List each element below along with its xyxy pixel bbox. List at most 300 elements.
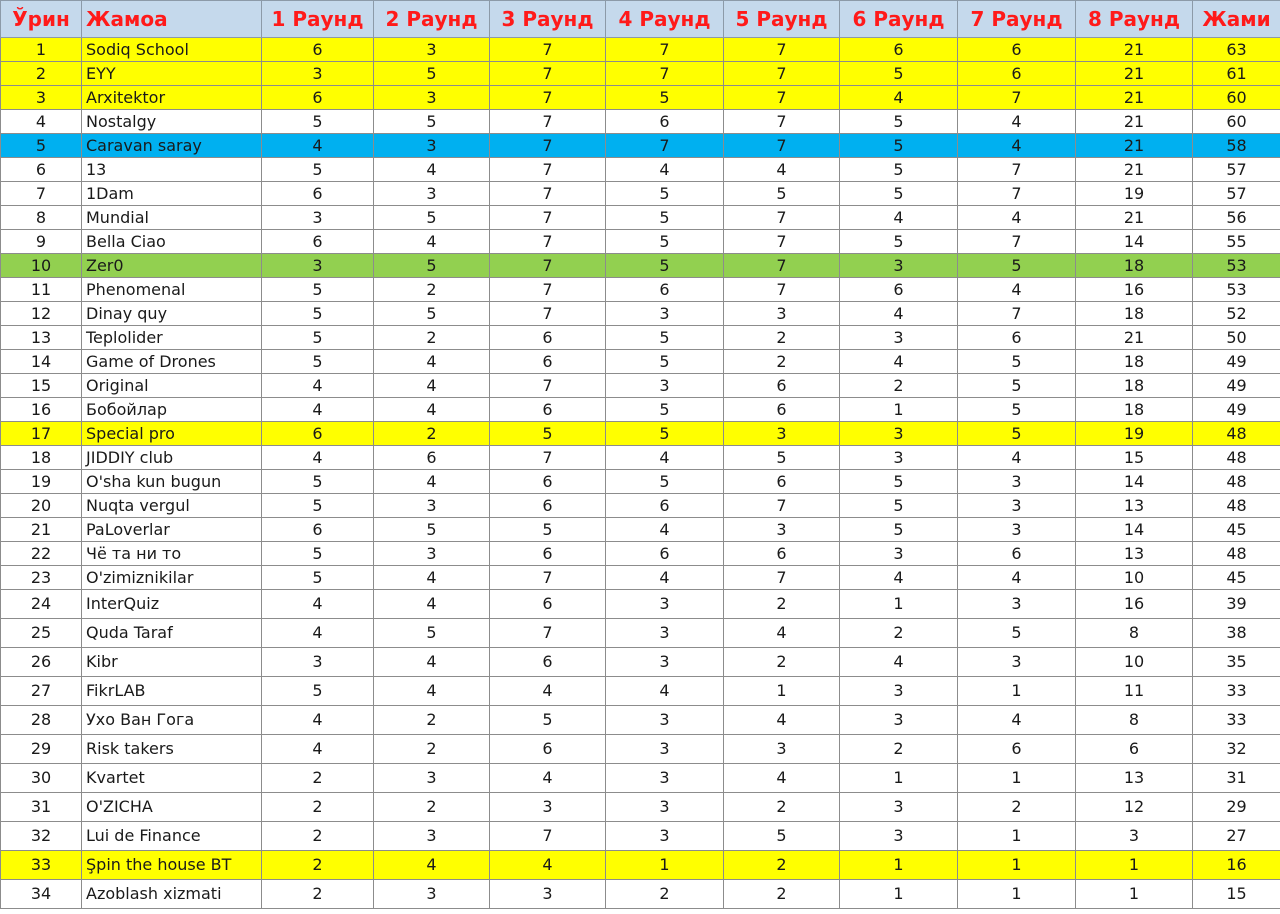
round-2-cell: 5 (374, 62, 490, 86)
table-row (1, 62, 1280, 86)
round-3-cell: 7 (490, 182, 606, 206)
round-1-cell: 2 (262, 793, 374, 822)
team-cell: Caravan saray (82, 134, 262, 158)
round-8-cell: 10 (1076, 648, 1193, 677)
place-cell: 22 (1, 542, 82, 566)
round-2-cell: 5 (374, 302, 490, 326)
place-cell: 4 (1, 110, 82, 134)
round-7-cell: 7 (958, 158, 1076, 182)
round-7-cell: 3 (958, 648, 1076, 677)
table-row (1, 542, 1280, 566)
round-2-cell: 4 (374, 590, 490, 619)
round-5-cell: 2 (724, 851, 840, 880)
round-5-cell: 1 (724, 677, 840, 706)
place-cell: 14 (1, 350, 82, 374)
round-8-cell: 11 (1076, 677, 1193, 706)
round-6-cell: 5 (840, 158, 958, 182)
total-cell: 55 (1193, 230, 1280, 254)
round-7-cell: 6 (958, 62, 1076, 86)
total-cell: 45 (1193, 518, 1280, 542)
round-2-cell: 2 (374, 326, 490, 350)
round-6-cell: 1 (840, 398, 958, 422)
round-5-cell: 5 (724, 446, 840, 470)
place-cell: 1 (1, 38, 82, 62)
total-cell: 60 (1193, 110, 1280, 134)
round-5-cell: 7 (724, 230, 840, 254)
round-7-cell: 7 (958, 230, 1076, 254)
round-2-cell: 3 (374, 822, 490, 851)
round-3-cell: 6 (490, 735, 606, 764)
round-7-cell: 5 (958, 350, 1076, 374)
round-8-cell: 8 (1076, 619, 1193, 648)
round-7-cell: 5 (958, 374, 1076, 398)
round-4-cell: 6 (606, 494, 724, 518)
round-3-cell: 3 (490, 793, 606, 822)
place-cell: 31 (1, 793, 82, 822)
table-row (1, 494, 1280, 518)
round-4-cell: 5 (606, 470, 724, 494)
total-cell: 15 (1193, 880, 1280, 909)
round-4-cell: 4 (606, 446, 724, 470)
place-cell: 33 (1, 851, 82, 880)
table-row (1, 254, 1280, 278)
round-3-cell: 7 (490, 254, 606, 278)
round-8-cell: 14 (1076, 230, 1193, 254)
round-1-cell: 2 (262, 880, 374, 909)
round-3-cell: 6 (490, 470, 606, 494)
place-cell: 27 (1, 677, 82, 706)
round-2-cell: 2 (374, 422, 490, 446)
round-7-cell: 4 (958, 206, 1076, 230)
round-6-cell: 4 (840, 302, 958, 326)
round-5-cell: 3 (724, 302, 840, 326)
round-2-cell: 5 (374, 619, 490, 648)
round-3-cell: 7 (490, 278, 606, 302)
table-row (1, 278, 1280, 302)
total-cell: 53 (1193, 254, 1280, 278)
round-5-cell: 2 (724, 648, 840, 677)
round-7-cell: 1 (958, 764, 1076, 793)
round-6-cell: 1 (840, 851, 958, 880)
place-cell: 28 (1, 706, 82, 735)
place-cell: 18 (1, 446, 82, 470)
round-3-cell: 7 (490, 822, 606, 851)
round-8-cell: 18 (1076, 302, 1193, 326)
round-8-cell: 21 (1076, 86, 1193, 110)
table-row (1, 134, 1280, 158)
place-cell: 11 (1, 278, 82, 302)
round-5-cell: 6 (724, 398, 840, 422)
round-3-cell: 7 (490, 38, 606, 62)
round-7-cell: 5 (958, 254, 1076, 278)
round-1-cell: 2 (262, 822, 374, 851)
team-cell: Şpin the house BT (82, 851, 262, 880)
table-row (1, 206, 1280, 230)
team-cell: Azoblash xizmati (82, 880, 262, 909)
round-2-cell: 2 (374, 706, 490, 735)
team-cell: Arxitektor (82, 86, 262, 110)
round-6-cell: 2 (840, 735, 958, 764)
round-7-cell: 7 (958, 182, 1076, 206)
table-row (1, 590, 1280, 619)
round-8-cell: 13 (1076, 764, 1193, 793)
round-3-cell: 6 (490, 494, 606, 518)
round-3-cell: 3 (490, 880, 606, 909)
round-8-cell: 1 (1076, 851, 1193, 880)
round-5-cell: 2 (724, 350, 840, 374)
team-cell: Phenomenal (82, 278, 262, 302)
round-5-cell: 5 (724, 182, 840, 206)
total-cell: 57 (1193, 182, 1280, 206)
team-cell: Nuqta vergul (82, 494, 262, 518)
round-1-cell: 5 (262, 302, 374, 326)
round-7-cell: 6 (958, 542, 1076, 566)
round-3-cell: 7 (490, 619, 606, 648)
round-7-cell: 4 (958, 566, 1076, 590)
round-4-cell: 5 (606, 86, 724, 110)
table-row (1, 880, 1280, 909)
table-row (1, 230, 1280, 254)
round-1-cell: 3 (262, 206, 374, 230)
round-6-cell: 3 (840, 254, 958, 278)
round-4-cell: 5 (606, 254, 724, 278)
round-7-cell: 1 (958, 822, 1076, 851)
round-2-cell: 5 (374, 110, 490, 134)
round-8-cell: 1 (1076, 880, 1193, 909)
place-cell: 26 (1, 648, 82, 677)
round-4-cell: 4 (606, 566, 724, 590)
round-4-cell: 5 (606, 182, 724, 206)
table-row (1, 350, 1280, 374)
round-2-cell: 5 (374, 206, 490, 230)
round-4-cell: 7 (606, 62, 724, 86)
round-6-cell: 3 (840, 446, 958, 470)
team-cell: O'zimiznikilar (82, 566, 262, 590)
round-8-cell: 12 (1076, 793, 1193, 822)
table-row (1, 822, 1280, 851)
round-2-cell: 3 (374, 86, 490, 110)
round-3-cell: 5 (490, 422, 606, 446)
team-cell: 13 (82, 158, 262, 182)
round-8-cell: 19 (1076, 182, 1193, 206)
total-cell: 45 (1193, 566, 1280, 590)
round-2-cell: 4 (374, 851, 490, 880)
round-5-cell: 4 (724, 764, 840, 793)
round-2-cell: 4 (374, 374, 490, 398)
round-7-cell: 5 (958, 398, 1076, 422)
table-row (1, 518, 1280, 542)
round-5-cell: 5 (724, 822, 840, 851)
round-5-cell: 7 (724, 278, 840, 302)
round-7-cell: 5 (958, 422, 1076, 446)
total-cell: 60 (1193, 86, 1280, 110)
round-5-cell: 6 (724, 470, 840, 494)
header-round-5: 5 Раунд (724, 1, 840, 38)
team-cell: Original (82, 374, 262, 398)
round-1-cell: 6 (262, 422, 374, 446)
round-7-cell: 6 (958, 38, 1076, 62)
header-team: Жамоа (82, 1, 262, 38)
round-5-cell: 7 (724, 38, 840, 62)
round-7-cell: 3 (958, 590, 1076, 619)
round-8-cell: 18 (1076, 350, 1193, 374)
place-cell: 32 (1, 822, 82, 851)
header-place: Ўрин (1, 1, 82, 38)
team-cell: Kvartet (82, 764, 262, 793)
round-4-cell: 3 (606, 619, 724, 648)
round-2-cell: 3 (374, 182, 490, 206)
place-cell: 12 (1, 302, 82, 326)
round-1-cell: 4 (262, 446, 374, 470)
round-4-cell: 5 (606, 350, 724, 374)
table-row (1, 764, 1280, 793)
team-cell: EYY (82, 62, 262, 86)
round-1-cell: 4 (262, 735, 374, 764)
round-1-cell: 5 (262, 110, 374, 134)
table-row (1, 851, 1280, 880)
table-row (1, 398, 1280, 422)
round-8-cell: 19 (1076, 422, 1193, 446)
round-8-cell: 18 (1076, 254, 1193, 278)
round-8-cell: 3 (1076, 822, 1193, 851)
round-4-cell: 1 (606, 851, 724, 880)
place-cell: 21 (1, 518, 82, 542)
round-3-cell: 7 (490, 302, 606, 326)
round-3-cell: 6 (490, 542, 606, 566)
round-1-cell: 6 (262, 86, 374, 110)
round-3-cell: 7 (490, 446, 606, 470)
round-1-cell: 5 (262, 158, 374, 182)
team-cell: Ухо Ван Гога (82, 706, 262, 735)
round-6-cell: 5 (840, 518, 958, 542)
round-6-cell: 2 (840, 619, 958, 648)
round-5-cell: 3 (724, 735, 840, 764)
table-row (1, 735, 1280, 764)
round-7-cell: 3 (958, 518, 1076, 542)
round-6-cell: 5 (840, 62, 958, 86)
round-8-cell: 14 (1076, 518, 1193, 542)
round-5-cell: 7 (724, 566, 840, 590)
round-7-cell: 5 (958, 619, 1076, 648)
round-6-cell: 5 (840, 134, 958, 158)
round-6-cell: 3 (840, 326, 958, 350)
round-8-cell: 21 (1076, 326, 1193, 350)
team-cell: Quda Taraf (82, 619, 262, 648)
round-5-cell: 7 (724, 494, 840, 518)
total-cell: 48 (1193, 542, 1280, 566)
round-8-cell: 8 (1076, 706, 1193, 735)
round-3-cell: 6 (490, 350, 606, 374)
team-cell: O'sha kun bugun (82, 470, 262, 494)
round-7-cell: 6 (958, 735, 1076, 764)
total-cell: 33 (1193, 677, 1280, 706)
team-cell: JIDDIY club (82, 446, 262, 470)
round-1-cell: 4 (262, 398, 374, 422)
round-2-cell: 4 (374, 566, 490, 590)
place-cell: 29 (1, 735, 82, 764)
round-5-cell: 7 (724, 134, 840, 158)
round-6-cell: 5 (840, 494, 958, 518)
team-cell: Risk takers (82, 735, 262, 764)
round-6-cell: 3 (840, 542, 958, 566)
round-4-cell: 6 (606, 542, 724, 566)
place-cell: 20 (1, 494, 82, 518)
header-round-2: 2 Раунд (374, 1, 490, 38)
round-2-cell: 3 (374, 494, 490, 518)
header-round-8: 8 Раунд (1076, 1, 1193, 38)
table-body (1, 38, 1280, 909)
round-5-cell: 7 (724, 254, 840, 278)
total-cell: 49 (1193, 374, 1280, 398)
round-3-cell: 7 (490, 374, 606, 398)
round-2-cell: 3 (374, 542, 490, 566)
round-1-cell: 5 (262, 677, 374, 706)
round-1-cell: 3 (262, 62, 374, 86)
round-1-cell: 5 (262, 542, 374, 566)
table-row (1, 566, 1280, 590)
round-2-cell: 3 (374, 880, 490, 909)
team-cell: 1Dam (82, 182, 262, 206)
team-cell: Zer0 (82, 254, 262, 278)
round-5-cell: 2 (724, 880, 840, 909)
round-5-cell: 7 (724, 62, 840, 86)
round-1-cell: 4 (262, 590, 374, 619)
round-8-cell: 21 (1076, 158, 1193, 182)
table-row (1, 182, 1280, 206)
round-2-cell: 5 (374, 254, 490, 278)
round-4-cell: 4 (606, 158, 724, 182)
round-6-cell: 4 (840, 206, 958, 230)
header-round-3: 3 Раунд (490, 1, 606, 38)
round-4-cell: 3 (606, 706, 724, 735)
table-row (1, 677, 1280, 706)
place-cell: 17 (1, 422, 82, 446)
round-2-cell: 4 (374, 350, 490, 374)
table-row (1, 422, 1280, 446)
round-8-cell: 16 (1076, 590, 1193, 619)
round-2-cell: 3 (374, 764, 490, 793)
place-cell: 24 (1, 590, 82, 619)
round-5-cell: 6 (724, 374, 840, 398)
round-3-cell: 4 (490, 764, 606, 793)
round-4-cell: 7 (606, 38, 724, 62)
round-2-cell: 4 (374, 470, 490, 494)
place-cell: 10 (1, 254, 82, 278)
team-cell: Mundial (82, 206, 262, 230)
round-5-cell: 7 (724, 206, 840, 230)
round-1-cell: 5 (262, 566, 374, 590)
total-cell: 56 (1193, 206, 1280, 230)
round-5-cell: 7 (724, 86, 840, 110)
round-6-cell: 3 (840, 793, 958, 822)
round-1-cell: 5 (262, 350, 374, 374)
round-5-cell: 3 (724, 422, 840, 446)
round-6-cell: 3 (840, 706, 958, 735)
round-4-cell: 3 (606, 648, 724, 677)
round-7-cell: 1 (958, 880, 1076, 909)
table-row (1, 38, 1280, 62)
round-3-cell: 7 (490, 158, 606, 182)
round-1-cell: 4 (262, 706, 374, 735)
place-cell: 6 (1, 158, 82, 182)
round-4-cell: 5 (606, 422, 724, 446)
round-5-cell: 2 (724, 793, 840, 822)
team-cell: FikrLAB (82, 677, 262, 706)
round-8-cell: 15 (1076, 446, 1193, 470)
round-4-cell: 4 (606, 677, 724, 706)
round-6-cell: 6 (840, 38, 958, 62)
round-6-cell: 1 (840, 880, 958, 909)
team-cell: Special pro (82, 422, 262, 446)
place-cell: 3 (1, 86, 82, 110)
round-8-cell: 21 (1076, 206, 1193, 230)
total-cell: 48 (1193, 494, 1280, 518)
round-1-cell: 3 (262, 254, 374, 278)
round-8-cell: 18 (1076, 398, 1193, 422)
round-1-cell: 2 (262, 851, 374, 880)
round-2-cell: 3 (374, 38, 490, 62)
round-7-cell: 4 (958, 278, 1076, 302)
team-cell: Бобойлар (82, 398, 262, 422)
round-4-cell: 2 (606, 880, 724, 909)
round-2-cell: 4 (374, 648, 490, 677)
place-cell: 16 (1, 398, 82, 422)
round-6-cell: 6 (840, 278, 958, 302)
round-4-cell: 5 (606, 206, 724, 230)
round-3-cell: 7 (490, 62, 606, 86)
round-1-cell: 4 (262, 619, 374, 648)
round-7-cell: 4 (958, 446, 1076, 470)
round-1-cell: 5 (262, 326, 374, 350)
table-row (1, 326, 1280, 350)
round-2-cell: 3 (374, 134, 490, 158)
round-5-cell: 7 (724, 110, 840, 134)
total-cell: 16 (1193, 851, 1280, 880)
round-3-cell: 6 (490, 398, 606, 422)
total-cell: 48 (1193, 446, 1280, 470)
round-6-cell: 5 (840, 470, 958, 494)
place-cell: 8 (1, 206, 82, 230)
team-cell: Bella Ciao (82, 230, 262, 254)
round-7-cell: 7 (958, 302, 1076, 326)
table-row (1, 470, 1280, 494)
team-cell: InterQuiz (82, 590, 262, 619)
round-7-cell: 1 (958, 851, 1076, 880)
round-6-cell: 5 (840, 182, 958, 206)
table-row (1, 374, 1280, 398)
round-4-cell: 6 (606, 110, 724, 134)
total-cell: 48 (1193, 470, 1280, 494)
round-1-cell: 6 (262, 182, 374, 206)
round-1-cell: 5 (262, 494, 374, 518)
round-1-cell: 6 (262, 518, 374, 542)
round-7-cell: 1 (958, 677, 1076, 706)
header-round-7: 7 Раунд (958, 1, 1076, 38)
round-7-cell: 4 (958, 110, 1076, 134)
round-1-cell: 5 (262, 278, 374, 302)
round-6-cell: 5 (840, 230, 958, 254)
round-2-cell: 2 (374, 735, 490, 764)
header-round-1: 1 Раунд (262, 1, 374, 38)
round-8-cell: 14 (1076, 470, 1193, 494)
table-row (1, 302, 1280, 326)
place-cell: 5 (1, 134, 82, 158)
round-4-cell: 3 (606, 374, 724, 398)
total-cell: 35 (1193, 648, 1280, 677)
round-8-cell: 18 (1076, 374, 1193, 398)
round-4-cell: 5 (606, 230, 724, 254)
round-4-cell: 3 (606, 302, 724, 326)
